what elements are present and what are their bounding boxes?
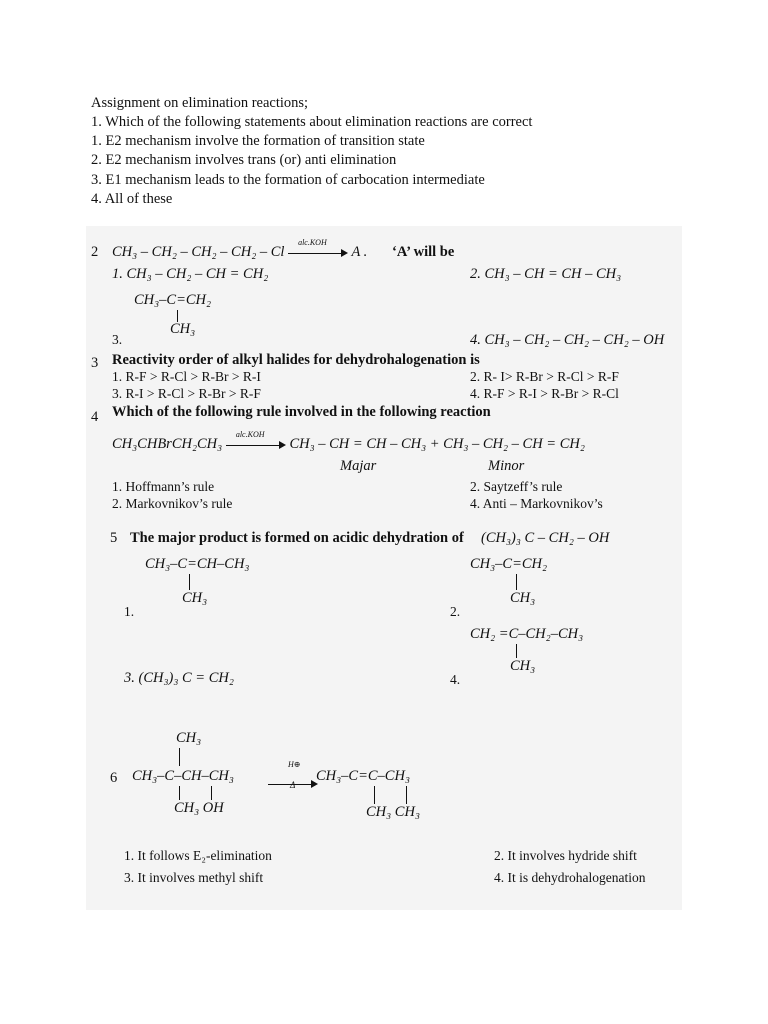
question-6-product: CH₃–C=C–CH₃: [316, 768, 410, 784]
question-5-option-2-structure: CH₃–C=CH₂: [470, 556, 548, 572]
question-4-minor-label: Minor: [488, 458, 525, 474]
bond-line: [211, 786, 212, 800]
question-6-top-methyl: CH₃: [176, 730, 202, 746]
question-3-option-2: 2. R- I> R-Br > R-Cl > R-F: [470, 369, 619, 384]
question-3-option-3: 3. R-I > R-Cl > R-Br > R-F: [112, 386, 261, 401]
question-5-option-4: 4.: [450, 672, 461, 687]
question-5-text: The major product is formed on acidic dehydration of: [130, 530, 464, 546]
question-1-text: 1. Which of the following statements about elimination reactions are correct: [91, 114, 533, 130]
question-6-option-3: 3. It involves methyl shift: [124, 870, 264, 885]
question-6-option-4: 4. It is dehydrohalogenation: [494, 870, 646, 885]
question-2-option-3: 3.: [112, 332, 123, 347]
question-4-reaction: [112, 429, 585, 453]
question-5-option-2-branch: CH₃: [510, 590, 536, 606]
question-2-option-3-branch: CH₃: [170, 321, 196, 337]
question-6-heat: Δ: [290, 780, 296, 790]
question-5-option-4-branch: CH₃: [510, 658, 536, 674]
question-5-option-1-branch: CH₃: [182, 590, 208, 606]
question-4-products: CH₃ – CH = CH – CH₃ + CH₃ – CH₂ – CH = CH₂: [289, 436, 585, 452]
question-5-formula: (CH₃)₃ C – CH₂ – OH: [481, 530, 610, 546]
bond-line: [516, 574, 517, 590]
bond-line: [179, 786, 180, 800]
question-6-product-substituents: CH₃ CH₃: [366, 804, 420, 820]
arrow-reagent: alc.KOH: [235, 429, 265, 439]
question-1-option-4: 4. All of these: [91, 191, 173, 207]
question-6-option-2: 2. It involves hydride shift: [494, 848, 637, 863]
question-2-product: A .: [351, 244, 368, 260]
question-5-option-4-structure: CH₂ =C–CH₂–CH₃: [470, 626, 584, 642]
question-3-option-4: 4. R-F > R-I > R-Br > R-Cl: [470, 386, 619, 401]
bond-line: [374, 786, 375, 804]
question-6-option-1: 1. It follows E₂-elimination: [124, 848, 272, 863]
question-4-reactant: CH₃CHBrCH₂CH₃: [112, 436, 223, 452]
question-3-option-1: 1. R-F > R-Cl > R-Br > R-I: [112, 369, 261, 384]
question-1-option-1: 1. E2 mechanism involve the formation of transition state: [91, 133, 425, 149]
question-2-ask: ‘A’ will be: [392, 244, 455, 260]
question-4-option-4: 4. Anti – Markovnikov’s: [470, 496, 603, 511]
question-2-option-2: 2. CH₃ – CH = CH – CH₃: [470, 266, 622, 282]
question-6-reactant-substituents: CH₃ OH: [174, 800, 224, 816]
question-5-option-3: 3. (CH₃)₃ C = CH₂: [124, 670, 234, 686]
question-3-text: Reactivity order of alkyl halides for dehydrohalogenation is: [112, 352, 480, 368]
arrow-reagent: alc.KOH: [298, 237, 327, 247]
question-2-equation: [112, 237, 368, 261]
question-1-option-2: 2. E2 mechanism involves trans (or) anti elimination: [91, 152, 397, 168]
question-4-option-2: 2. Saytzeff’s rule: [470, 479, 563, 494]
question-5-option-2: 2.: [450, 604, 461, 619]
question-1-option-3: 3. E1 mechanism leads to the formation of carbocation intermediate: [91, 172, 485, 188]
question-4-option-1: 1. Hoffmann’s rule: [112, 479, 215, 494]
bond-line: [516, 644, 517, 658]
question-2-number: 2: [91, 244, 99, 260]
bond-line: [179, 748, 180, 766]
question-2-reactant: CH₃ – CH₂ – CH₂ – CH₂ – Cl: [112, 244, 285, 260]
assignment-title: Assignment on elimination reactions;: [91, 95, 309, 111]
question-2-option-1: 1. CH₃ – CH₂ – CH = CH₂: [112, 266, 269, 282]
question-3-number: 3: [91, 355, 99, 371]
question-5-number: 5: [110, 530, 118, 546]
question-6-number: 6: [110, 770, 118, 786]
reaction-arrow: [288, 237, 348, 258]
question-4-major-label: Majar: [340, 458, 377, 474]
question-4-text: Which of the following rule involved in the following reaction: [112, 404, 491, 420]
question-5-option-1-structure: CH₃–C=CH–CH₃: [145, 556, 250, 572]
bond-line: [406, 786, 407, 804]
question-4-option-3: 2. Markovnikov’s rule: [112, 496, 233, 511]
question-6-reagent: H⊕: [288, 760, 301, 769]
question-4-number: 4: [91, 409, 99, 425]
question-6-reactant: CH₃–C–CH–CH₃: [132, 768, 234, 784]
reaction-arrow: [226, 429, 286, 450]
question-5-option-1: 1.: [124, 604, 135, 619]
question-2-option-4: 4. CH₃ – CH₂ – CH₂ – CH₂ – OH: [470, 332, 665, 348]
question-2-option-3-structure: CH₃–C=CH₂: [134, 292, 212, 308]
bond-line: [189, 574, 190, 590]
